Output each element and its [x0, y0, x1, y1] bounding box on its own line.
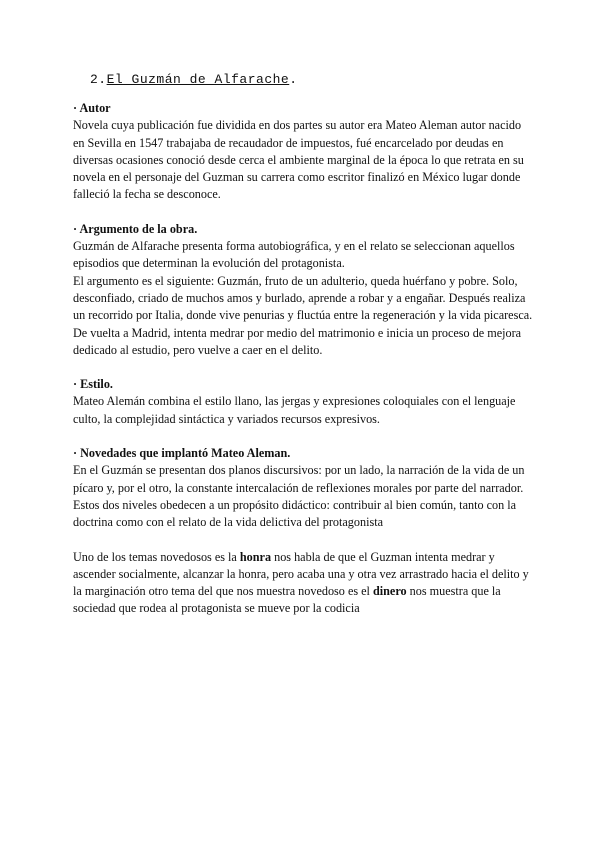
document-title	[90, 72, 298, 87]
title-suffix: .	[289, 72, 298, 87]
section-heading-autor: · Autor	[73, 101, 111, 115]
section-text-autor: Novela cuya publicación fue dividida en dos partes su autor era Mateo Aleman autor nacido en Sevilla en 1547 trabajaba de recaudador de impuestos, fué encarcelado por deudas en diversas ocasiones conoció desde cerca el ambiente marginal de la época lo que retrata en su novela en el personaje del Guzman su carrera como escritor finalizó en México lugar donde falleció la fecha se desconoce.	[73, 118, 524, 202]
temas-text-part-1: Uno de los temas novedosos es la	[73, 549, 240, 564]
title-number: 2.	[90, 72, 107, 87]
section-argumento	[73, 221, 533, 359]
section-autor	[73, 100, 533, 204]
section-text-temas	[73, 549, 533, 618]
temas-text-part-2: nos habla de que el Guzman intenta medrar y ascender socialmente, alcanzar la honra, pero acaba una y otra vez arrastrado hacia el delito y la marginación otro tema del que nos muestra novedoso es el	[73, 549, 529, 599]
temas-text-part-3: nos muestra que la sociedad que rodea al protagonista se mueve por la codicia	[73, 584, 501, 616]
temas-keyword-honra: honra	[239, 549, 272, 564]
document-body	[73, 100, 533, 635]
section-text-argumento-plot: El argumento es el siguiente: Guzmán, fruto de un adulterio, queda huérfano y pobre. Solo, desconfiado, criado de muchos amos y burlado, aprende a robar y a engañar. Después realiza un recorrido por Italia, donde vive penurias y fluctúa entre la regeneración y la vida picaresca. De vuelta a Madrid, intenta medrar por medio del matrimonio e inicia un proceso de mejora dedicado al estudio, pero vuelve a caer en el delito.	[73, 273, 533, 357]
title-text: El Guzmán de Alfarache	[106, 72, 290, 87]
section-estilo	[73, 376, 533, 428]
section-heading-estilo: · Estilo.	[73, 377, 113, 392]
section-temas	[73, 549, 533, 618]
section-heading-novedades: · Novedades que implantó Mateo Aleman.	[73, 446, 291, 461]
section-novedades	[73, 445, 533, 531]
temas-keyword-dinero: dinero	[372, 584, 407, 599]
section-text-estilo: Mateo Alemán combina el estilo llano, las jergas y expresiones coloquiales con el lenguaje culto, la complejidad sintáctica y variados recursos expresivos.	[73, 394, 516, 426]
section-heading-argumento: · Argumento de la obra.	[73, 221, 198, 236]
section-text-argumento-intro: Guzmán de Alfarache presenta forma autobiográfica, y en el relato se seleccionan aquellos episodios que determinan la evolución del protagonista.	[73, 239, 515, 271]
section-text-novedades: En el Guzmán se presentan dos planos discursivos: por un lado, la narración de la vida de un pícaro y, por el otro, la constante intercalación de reflexiones morales por parte del narrador. Estos dos niveles obedecen a un propósito didáctico: contribuir al bien común, tanto con la doctrina como con el relato de la vida delictiva del protagonista	[73, 463, 525, 530]
